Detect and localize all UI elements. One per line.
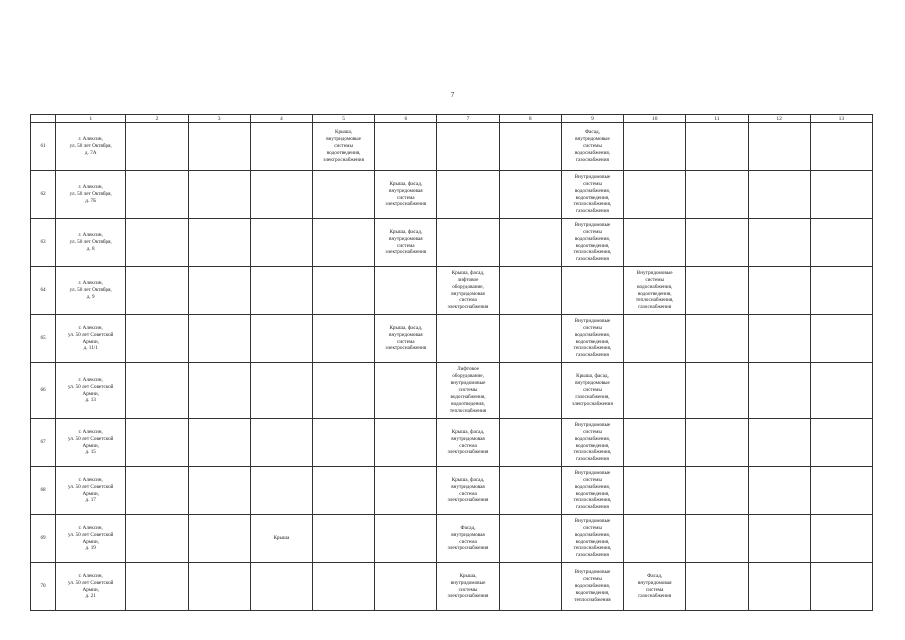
work-cell-col-11 (624, 515, 686, 563)
table-row (31, 515, 873, 563)
work-cell-col-3 (126, 515, 188, 563)
work-cell-col-4 (188, 563, 250, 611)
row-number: 70 (31, 563, 56, 611)
row-number: 66 (31, 363, 56, 419)
work-cell-col-10: Внутридомовые системы водоснабжения, водоотведения, теплоснабжения, газоснабжения (561, 171, 623, 219)
work-cell-col-3 (126, 267, 188, 315)
work-cell-col-5 (250, 123, 312, 171)
work-cell-col-8: Крыша, внутридомовые системы электроснабжения (437, 563, 499, 611)
work-cell-col-12 (686, 419, 748, 467)
row-number: 69 (31, 515, 56, 563)
work-cell-col-3 (126, 467, 188, 515)
work-cell-col-9 (499, 123, 561, 171)
work-cell-col-7: Крыша, фасад, внутридомовая система электроснабжения (375, 171, 437, 219)
work-cell-col-6 (312, 363, 374, 419)
work-cell-col-7 (375, 267, 437, 315)
work-cell-col-11 (624, 363, 686, 419)
work-cell-col-10: Внутридомовые системы водоснабжения, водоотведения, теплоснабжения, газоснабжения (561, 219, 623, 267)
table-row (31, 419, 873, 467)
work-cell-col-11: Внутридомовые системы водоснабжения, водоотведения, теплоснабжения, газоснабжения (624, 267, 686, 315)
address-cell: г. Алексин, ул. 50 лет Советской Армии, д. 19 (56, 515, 126, 563)
work-cell-col-13 (748, 515, 810, 563)
work-cell-col-6: Крыша, внутридомовые системы водоотведения, электроснабжения (312, 123, 374, 171)
work-cell-col-4 (188, 419, 250, 467)
work-cell-col-5 (250, 267, 312, 315)
table-row (31, 219, 873, 267)
work-cell-col-3 (126, 123, 188, 171)
work-cell-col-10: Внутридомовые системы водоснабжения, водоотведения, теплоснабжения (561, 563, 623, 611)
header-cell-2: 2 (126, 115, 188, 123)
header-cell-1: 1 (56, 115, 126, 123)
work-cell-col-12 (686, 219, 748, 267)
work-cell-col-7: Крыша, фасад, внутридомовая система электроснабжения (375, 315, 437, 363)
work-cell-col-13 (748, 419, 810, 467)
work-cell-col-10: Внутридомовые системы водоснабжения, водоотведения, теплоснабжения, газоснабжения (561, 315, 623, 363)
work-cell-col-9 (499, 219, 561, 267)
work-cell-col-14 (810, 123, 872, 171)
address-cell: г. Алексин, ул. 50 лет Советской Армии, д. 17 (56, 467, 126, 515)
work-cell-col-6 (312, 467, 374, 515)
work-cell-col-12 (686, 315, 748, 363)
work-cell-col-14 (810, 467, 872, 515)
work-cell-col-7 (375, 467, 437, 515)
work-cell-col-9 (499, 363, 561, 419)
work-cell-col-4 (188, 515, 250, 563)
work-cell-col-13 (748, 171, 810, 219)
work-cell-col-14 (810, 515, 872, 563)
work-cell-col-10: Внутридомовые системы водоснабжения, водоотведения, теплоснабжения, газоснабжения (561, 515, 623, 563)
work-cell-col-6 (312, 315, 374, 363)
table-row (31, 363, 873, 419)
work-cell-col-13 (748, 363, 810, 419)
work-cell-col-14 (810, 419, 872, 467)
work-cell-col-11 (624, 467, 686, 515)
address-cell: г. Алексин, ул. 50 лет Советской Армии, д. 21 (56, 563, 126, 611)
work-cell-col-11 (624, 219, 686, 267)
work-cell-col-14 (810, 363, 872, 419)
work-cell-col-5 (250, 563, 312, 611)
work-cell-col-5 (250, 467, 312, 515)
header-cell-10: 10 (624, 115, 686, 123)
work-cell-col-11 (624, 315, 686, 363)
page-number: 7 (450, 91, 455, 99)
work-cell-col-8: Крыша, фасад, внутридомовая система электроснабжения (437, 419, 499, 467)
work-cell-col-14 (810, 315, 872, 363)
row-number: 62 (31, 171, 56, 219)
row-number: 67 (31, 419, 56, 467)
header-cell-11: 11 (686, 115, 748, 123)
work-cell-col-3 (126, 563, 188, 611)
work-cell-col-6 (312, 563, 374, 611)
work-cell-col-7 (375, 363, 437, 419)
work-cell-col-6 (312, 219, 374, 267)
address-cell: г. Алексин, ул. 50 лет Октября, д. 8 (56, 219, 126, 267)
work-cell-col-8 (437, 315, 499, 363)
work-cell-col-9 (499, 171, 561, 219)
work-cell-col-5 (250, 363, 312, 419)
work-cell-col-10: Крыша, фасад, внутридомовые системы газоснабжения, электроснабжения (561, 363, 623, 419)
table-header-row (31, 115, 873, 123)
work-cell-col-4 (188, 267, 250, 315)
work-cell-col-4 (188, 123, 250, 171)
work-cell-col-14 (810, 219, 872, 267)
work-cell-col-14 (810, 563, 872, 611)
work-cell-col-9 (499, 267, 561, 315)
work-cell-col-7 (375, 515, 437, 563)
work-cell-col-10: Внутридомовые системы водоснабжения, водоотведения, теплоснабжения, газоснабжения (561, 467, 623, 515)
work-cell-col-8: Фасад, внутридомовая система электроснабжения (437, 515, 499, 563)
work-cell-col-3 (126, 419, 188, 467)
work-cell-col-6 (312, 171, 374, 219)
row-number: 63 (31, 219, 56, 267)
row-number: 61 (31, 123, 56, 171)
work-cell-col-9 (499, 563, 561, 611)
work-cell-col-3 (126, 219, 188, 267)
row-number: 65 (31, 315, 56, 363)
work-cell-col-4 (188, 315, 250, 363)
work-cell-col-4 (188, 171, 250, 219)
work-cell-col-6 (312, 515, 374, 563)
work-cell-col-8: Крыша, фасад, лифтовое оборудование, внутридомовая система электроснабжения (437, 267, 499, 315)
work-cell-col-14 (810, 267, 872, 315)
work-cell-col-13 (748, 219, 810, 267)
header-cell-9: 9 (561, 115, 623, 123)
work-cell-col-13 (748, 467, 810, 515)
work-cell-col-13 (748, 267, 810, 315)
header-cell-6: 6 (375, 115, 437, 123)
work-cell-col-11 (624, 171, 686, 219)
address-cell: г. Алексин, ул. 50 лет Советской Армии, д. 15 (56, 419, 126, 467)
header-cell-7: 7 (437, 115, 499, 123)
work-cell-col-5 (250, 315, 312, 363)
work-cell-col-11 (624, 123, 686, 171)
work-cell-col-5 (250, 419, 312, 467)
work-cell-col-14 (810, 171, 872, 219)
work-cell-col-13 (748, 563, 810, 611)
work-cell-col-10 (561, 267, 623, 315)
work-cell-col-8 (437, 123, 499, 171)
work-cell-col-3 (126, 363, 188, 419)
work-cell-col-6 (312, 419, 374, 467)
work-cell-col-8 (437, 219, 499, 267)
work-cell-col-12 (686, 123, 748, 171)
work-cell-col-10: Внутридомовые системы водоснабжения, водоотведения, теплоснабжения, газоснабжения (561, 419, 623, 467)
row-number: 64 (31, 267, 56, 315)
work-cell-col-8 (437, 171, 499, 219)
work-cell-col-3 (126, 171, 188, 219)
work-cell-col-12 (686, 515, 748, 563)
header-cell-8: 8 (499, 115, 561, 123)
work-cell-col-4 (188, 219, 250, 267)
header-cell-12: 12 (748, 115, 810, 123)
work-cell-col-3 (126, 315, 188, 363)
work-cell-col-10: Фасад, внутридомовые системы водоснабжения, газоснабжения (561, 123, 623, 171)
work-cell-col-12 (686, 363, 748, 419)
table-row (31, 123, 873, 171)
header-cell-4: 4 (250, 115, 312, 123)
work-cell-col-9 (499, 467, 561, 515)
work-cell-col-7 (375, 123, 437, 171)
row-number: 68 (31, 467, 56, 515)
work-cell-col-8: Лифтовое оборудование, внутридомовые системы водоснабжения, водоотведения, теплоснабжения (437, 363, 499, 419)
address-cell: г. Алексин, ул. 50 лет Октября, д. 9 (56, 267, 126, 315)
work-cell-col-13 (748, 123, 810, 171)
work-cell-col-11 (624, 419, 686, 467)
work-cell-col-5 (250, 171, 312, 219)
work-cell-col-5: Крыша (250, 515, 312, 563)
work-cell-col-4 (188, 467, 250, 515)
work-cell-col-7 (375, 563, 437, 611)
header-cell-blank (31, 115, 56, 123)
table-row (31, 315, 873, 363)
work-cell-col-9 (499, 315, 561, 363)
header-cell-5: 5 (312, 115, 374, 123)
work-cell-col-7 (375, 419, 437, 467)
table-row (31, 467, 873, 515)
work-cell-col-7: Крыша, фасад, внутридомовая система электроснабжения (375, 219, 437, 267)
table-row (31, 267, 873, 315)
header-cell-3: 3 (188, 115, 250, 123)
table-row (31, 171, 873, 219)
address-cell: г. Алексин, ул. 50 лет Октября, д. 7А (56, 123, 126, 171)
work-cell-col-9 (499, 419, 561, 467)
address-cell: г. Алексин, ул. 50 лет Советской Армии, д. 13 (56, 363, 126, 419)
address-cell: г. Алексин, ул. 50 лет Советской Армии, д. 11/1 (56, 315, 126, 363)
work-cell-col-12 (686, 563, 748, 611)
work-cell-col-12 (686, 267, 748, 315)
schedule-table (30, 114, 873, 611)
work-cell-col-12 (686, 467, 748, 515)
work-cell-col-6 (312, 267, 374, 315)
work-cell-col-8: Крыша, фасад, внутридомовая система электроснабжения (437, 467, 499, 515)
work-cell-col-9 (499, 515, 561, 563)
header-cell-13: 13 (810, 115, 872, 123)
work-cell-col-13 (748, 315, 810, 363)
work-cell-col-11: Фасад, внутридомовая система газоснабжения (624, 563, 686, 611)
address-cell: г. Алексин, ул. 50 лет Октября, д. 7Б (56, 171, 126, 219)
work-cell-col-4 (188, 363, 250, 419)
work-cell-col-5 (250, 219, 312, 267)
work-cell-col-12 (686, 171, 748, 219)
table-row (31, 563, 873, 611)
